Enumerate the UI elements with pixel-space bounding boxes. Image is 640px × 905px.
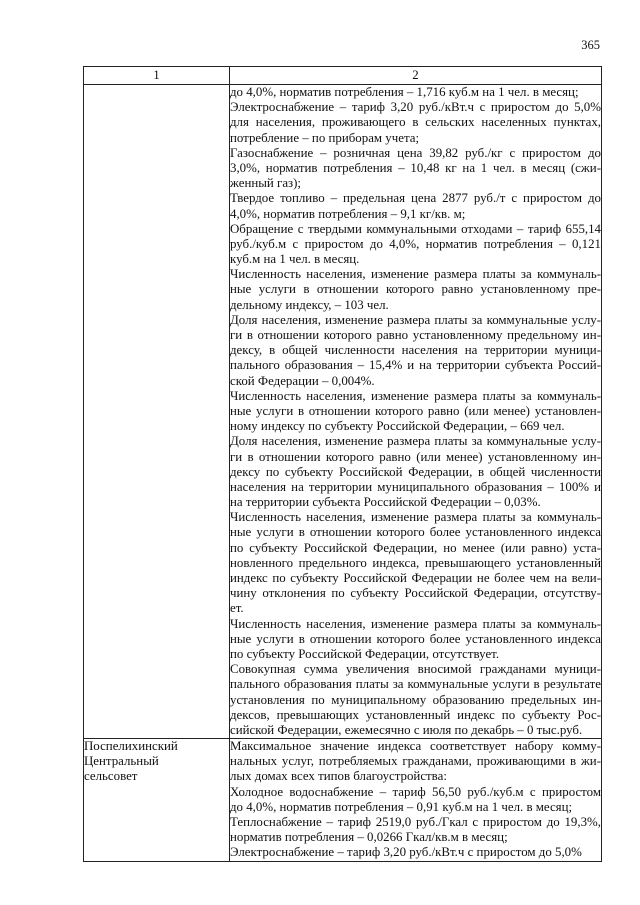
text-line: сийской Федерации, ежемесячно с июля по декабрь – 0 тыс.руб. xyxy=(230,722,583,737)
column-header-1: 1 xyxy=(84,67,230,85)
content-paragraph xyxy=(230,617,601,663)
text-line: норматив потребления – 0,0266 Гкал/кв.м в месяц; xyxy=(230,830,508,845)
text-line: чину отклонения по субъекту Российской Федерации, отсутству- xyxy=(230,586,601,601)
content-paragraph xyxy=(230,191,601,221)
text-line: 3,0%, норматив потребления – 10,48 кг на 1 чел. в месяц (сжи- xyxy=(230,160,601,175)
text-line: дексу, в общей численности населения на территории муници- xyxy=(230,343,601,358)
municipality-name-line: сельсовет xyxy=(84,769,138,784)
text-line: нальных услуг, потребляемых гражданами, проживающими в жи- xyxy=(230,754,601,769)
text-line: Численность населения, изменение размера платы за коммуналь- xyxy=(230,616,601,631)
content-paragraph xyxy=(230,662,601,738)
municipality-name-line: Поспелихинский xyxy=(84,739,178,754)
text-line: по субъекту Российской Федерации, отсутствует. xyxy=(230,646,500,661)
text-line: Обращение с твердыми коммунальными отходами – тариф 655,14 xyxy=(230,221,601,236)
text-line: ному индексу по субъекту Российской Федерации, – 669 чел. xyxy=(230,419,565,434)
content-paragraph xyxy=(230,222,601,268)
content-paragraph xyxy=(230,785,601,815)
text-line: индекс по субъекту Российской Федерации не более чем на вели- xyxy=(230,571,601,585)
content-paragraph xyxy=(230,510,601,616)
text-line: Доля населения, изменение размера платы за коммунальные услу- xyxy=(230,434,601,449)
text-line: по субъекту Российской Федерации, но менее (или равно) уста- xyxy=(230,540,601,555)
content-paragraph xyxy=(230,267,601,313)
text-line: ги в отношении которого равно (или менее) установленному ин- xyxy=(230,449,601,464)
text-line: потребление – по приборам учета; xyxy=(230,130,420,145)
text-line: для населения, проживающего в сельских населенных пунктах, xyxy=(230,115,601,130)
text-line: Холодное водоснабжение – тариф 56,50 руб./куб.м с приростом xyxy=(230,784,601,799)
text-line: Газоснабжение – розничная цена 39,82 руб./кг с приростом до xyxy=(230,145,601,160)
page-number: 365 xyxy=(581,38,600,52)
text-line: до 4,0%, норматив потребления – 0,91 куб.м на 1 чел. в месяц; xyxy=(230,799,573,814)
header-row xyxy=(84,67,602,85)
text-line: дексов, превышающих установленный индекс по субъекту Рос- xyxy=(230,707,601,722)
text-line: лых домах всех типов благоустройства: xyxy=(230,769,447,784)
content-paragraph xyxy=(230,100,601,146)
text-line: ет. xyxy=(230,601,244,616)
text-line: ные услуги в отношении которого равно (или менее) установлен- xyxy=(230,403,601,418)
municipality-name-cell xyxy=(84,85,230,739)
text-line: на территории субъекта Российской Федерации – 0,03%. xyxy=(230,495,541,510)
text-line: ные услуги в отношении которого равно установленному пре- xyxy=(230,282,601,297)
text-line: руб./куб.м с приростом до 4,0%, норматив потребления – 0,121 xyxy=(230,236,601,251)
text-line: ные услуги в отношении которого более установленного индекса xyxy=(230,631,601,646)
content-paragraph xyxy=(230,739,601,785)
text-line: ской Федерации – 0,004%. xyxy=(230,373,375,388)
municipality-name-cell xyxy=(84,739,230,862)
text-line: Максимальное значение индекса соответствует набору комму- xyxy=(230,739,601,754)
text-line: пального образования – 15,4% и на территории субъекта Россий- xyxy=(230,358,601,373)
table-row xyxy=(84,739,602,862)
content-paragraph xyxy=(230,389,601,435)
text-line: дельному индексу, – 103 чел. xyxy=(230,297,389,312)
content-cell xyxy=(230,85,602,739)
text-line: пального образования платы за коммунальные услуги в результате xyxy=(230,677,601,692)
text-line: куб.м на 1 чел. в месяц. xyxy=(230,252,360,267)
text-line: Электроснабжение – тариф 3,20 руб./кВт.ч с приростом до 5,0% xyxy=(230,845,582,860)
text-line: ги в отношении которого равно установленному предельному ин- xyxy=(230,328,601,342)
text-line: Совокупная сумма увеличения вносимой гражданами муници- xyxy=(230,662,601,677)
content-cell xyxy=(230,739,602,862)
content-paragraph xyxy=(230,434,601,510)
text-line: населения на территории муниципального образования – 100% и xyxy=(230,479,601,494)
text-line: Численность населения, изменение размера платы за коммуналь- xyxy=(230,510,601,525)
content-paragraph xyxy=(230,815,601,845)
text-line: 4,0%, норматив потребления – 9,1 кг/кв. м; xyxy=(230,206,466,221)
text-line: установления по муниципальному образованию предельных ин- xyxy=(230,692,601,707)
text-line: Численность населения, изменение размера платы за коммуналь- xyxy=(230,267,601,282)
text-line: ные услуги в отношении которого более установленного индекса xyxy=(230,525,601,540)
text-line: Твердое топливо – предельная цена 2877 руб./т с приростом до xyxy=(230,191,601,206)
content-paragraph xyxy=(230,146,601,192)
text-line: Теплоснабжение – тариф 2519,0 руб./Гкал с приростом до 19,3%, xyxy=(230,815,601,829)
text-line: до 4,0%, норматив потребления – 1,716 куб.м на 1 чел. в месяц; xyxy=(230,85,579,99)
table-row xyxy=(84,85,602,739)
column-header-2: 2 xyxy=(230,67,602,85)
content-paragraph xyxy=(230,85,601,100)
text-line: дексу по субъекту Российской Федерации, в общей численности xyxy=(230,464,601,479)
text-line: Электроснабжение – тариф 3,20 руб./кВт.ч с приростом до 5,0% xyxy=(230,100,601,115)
content-paragraph xyxy=(230,313,601,389)
text-line: женный газ); xyxy=(230,176,302,191)
content-paragraph xyxy=(230,845,601,860)
text-line: новленного предельного индекса, превышающего установленный xyxy=(230,555,601,570)
text-line: Численность населения, изменение размера платы за коммуналь- xyxy=(230,388,601,403)
municipality-name-line: Центральный xyxy=(84,754,159,769)
document-table xyxy=(83,66,602,862)
text-line: Доля населения, изменение размера платы за коммунальные услу- xyxy=(230,312,601,327)
